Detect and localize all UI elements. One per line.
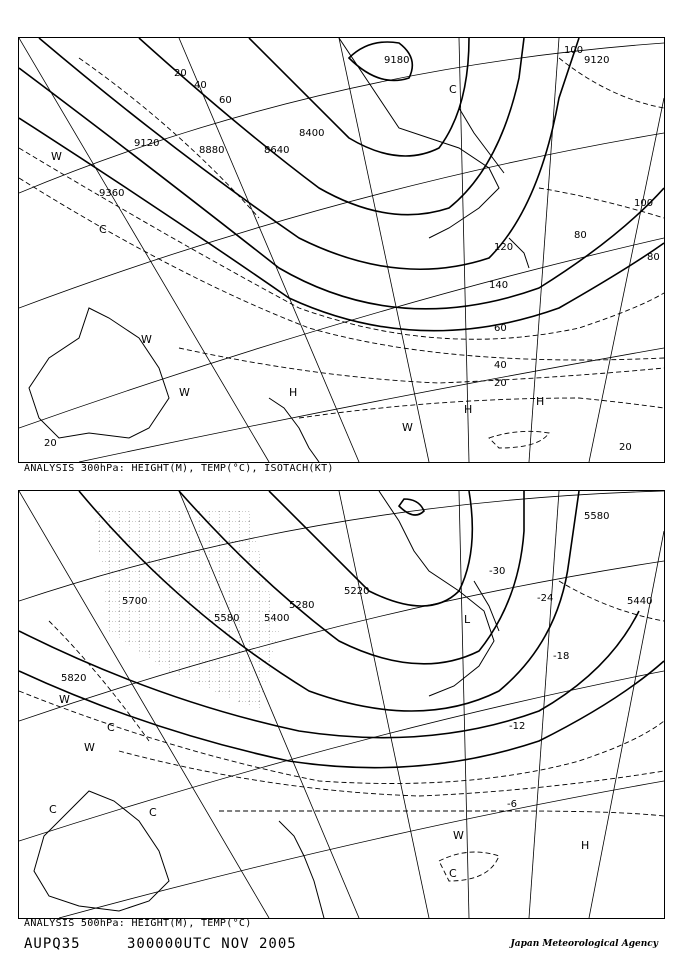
low-center: L (464, 613, 471, 626)
map-300hpa (19, 38, 664, 462)
cold-center: C (449, 867, 457, 880)
map-500hpa (19, 491, 664, 918)
isotach-label: 20 (494, 378, 507, 389)
isotach-label: 140 (489, 280, 509, 291)
warm-center: W (51, 150, 62, 163)
warm-center: W (141, 333, 152, 346)
temp-label: -18 (553, 651, 570, 662)
height-label: 9120 (134, 138, 160, 149)
warm-center: W (179, 386, 190, 399)
valid-time: 300000UTC NOV 2005 (127, 936, 297, 952)
high-center: H (464, 403, 473, 416)
high-center: H (289, 386, 298, 399)
high-center: H (536, 395, 545, 408)
chart-300hpa (18, 37, 665, 463)
cold-center: C (149, 806, 157, 819)
temp-label: -30 (489, 566, 506, 577)
isotach-label: 60 (219, 95, 232, 106)
warm-center: W (402, 421, 413, 434)
isotach-label: 60 (494, 323, 507, 334)
agency-credit: Japan Meteorological Agency (510, 939, 658, 949)
warm-center: W (84, 741, 95, 754)
isotach-label: 40 (494, 360, 507, 371)
warm-center: W (453, 829, 464, 842)
caption-300hpa: ANALYSIS 300hPa: HEIGHT(M), TEMP(°C), ISOTACH(KT) (24, 463, 334, 474)
isotach-label: 20 (174, 68, 187, 79)
cold-center: C (99, 223, 107, 236)
height-label: 5220 (344, 586, 370, 597)
warm-center: W (59, 693, 70, 706)
height-label: 8400 (299, 128, 325, 139)
isotach-label: 20 (44, 438, 57, 449)
isotach-label: 80 (574, 230, 587, 241)
isotach-label: 100 (634, 198, 654, 209)
high-center: H (581, 839, 590, 852)
height-label: 8640 (264, 145, 290, 156)
height-label: 5280 (289, 600, 315, 611)
cold-center: C (107, 721, 115, 734)
caption-500hpa: ANALYSIS 500hPa: HEIGHT(M), TEMP(°C) (24, 918, 252, 929)
cold-center: C (449, 83, 457, 96)
temp-label: -6 (507, 799, 517, 810)
isotach-label: 80 (647, 252, 660, 263)
isotach-label: 40 (194, 80, 207, 91)
temp-label: -24 (537, 593, 554, 604)
height-label: 5580 (584, 511, 610, 522)
height-label: 5440 (627, 596, 653, 607)
product-code: AUPQ35 (24, 936, 81, 952)
isotach-label: 20 (619, 442, 632, 453)
height-label: 5400 (264, 613, 290, 624)
height-label: 9120 (584, 55, 610, 66)
cold-center: C (49, 803, 57, 816)
height-label: 8880 (199, 145, 225, 156)
height-label: 5700 (122, 596, 148, 607)
height-label: 5580 (214, 613, 240, 624)
chart-500hpa (18, 490, 665, 919)
height-label: 9180 (384, 55, 410, 66)
isotach-label: 120 (494, 242, 514, 253)
temp-label: -12 (509, 721, 526, 732)
height-label: 9360 (99, 188, 125, 199)
height-label: 5820 (61, 673, 87, 684)
isotach-label: 100 (564, 45, 584, 56)
